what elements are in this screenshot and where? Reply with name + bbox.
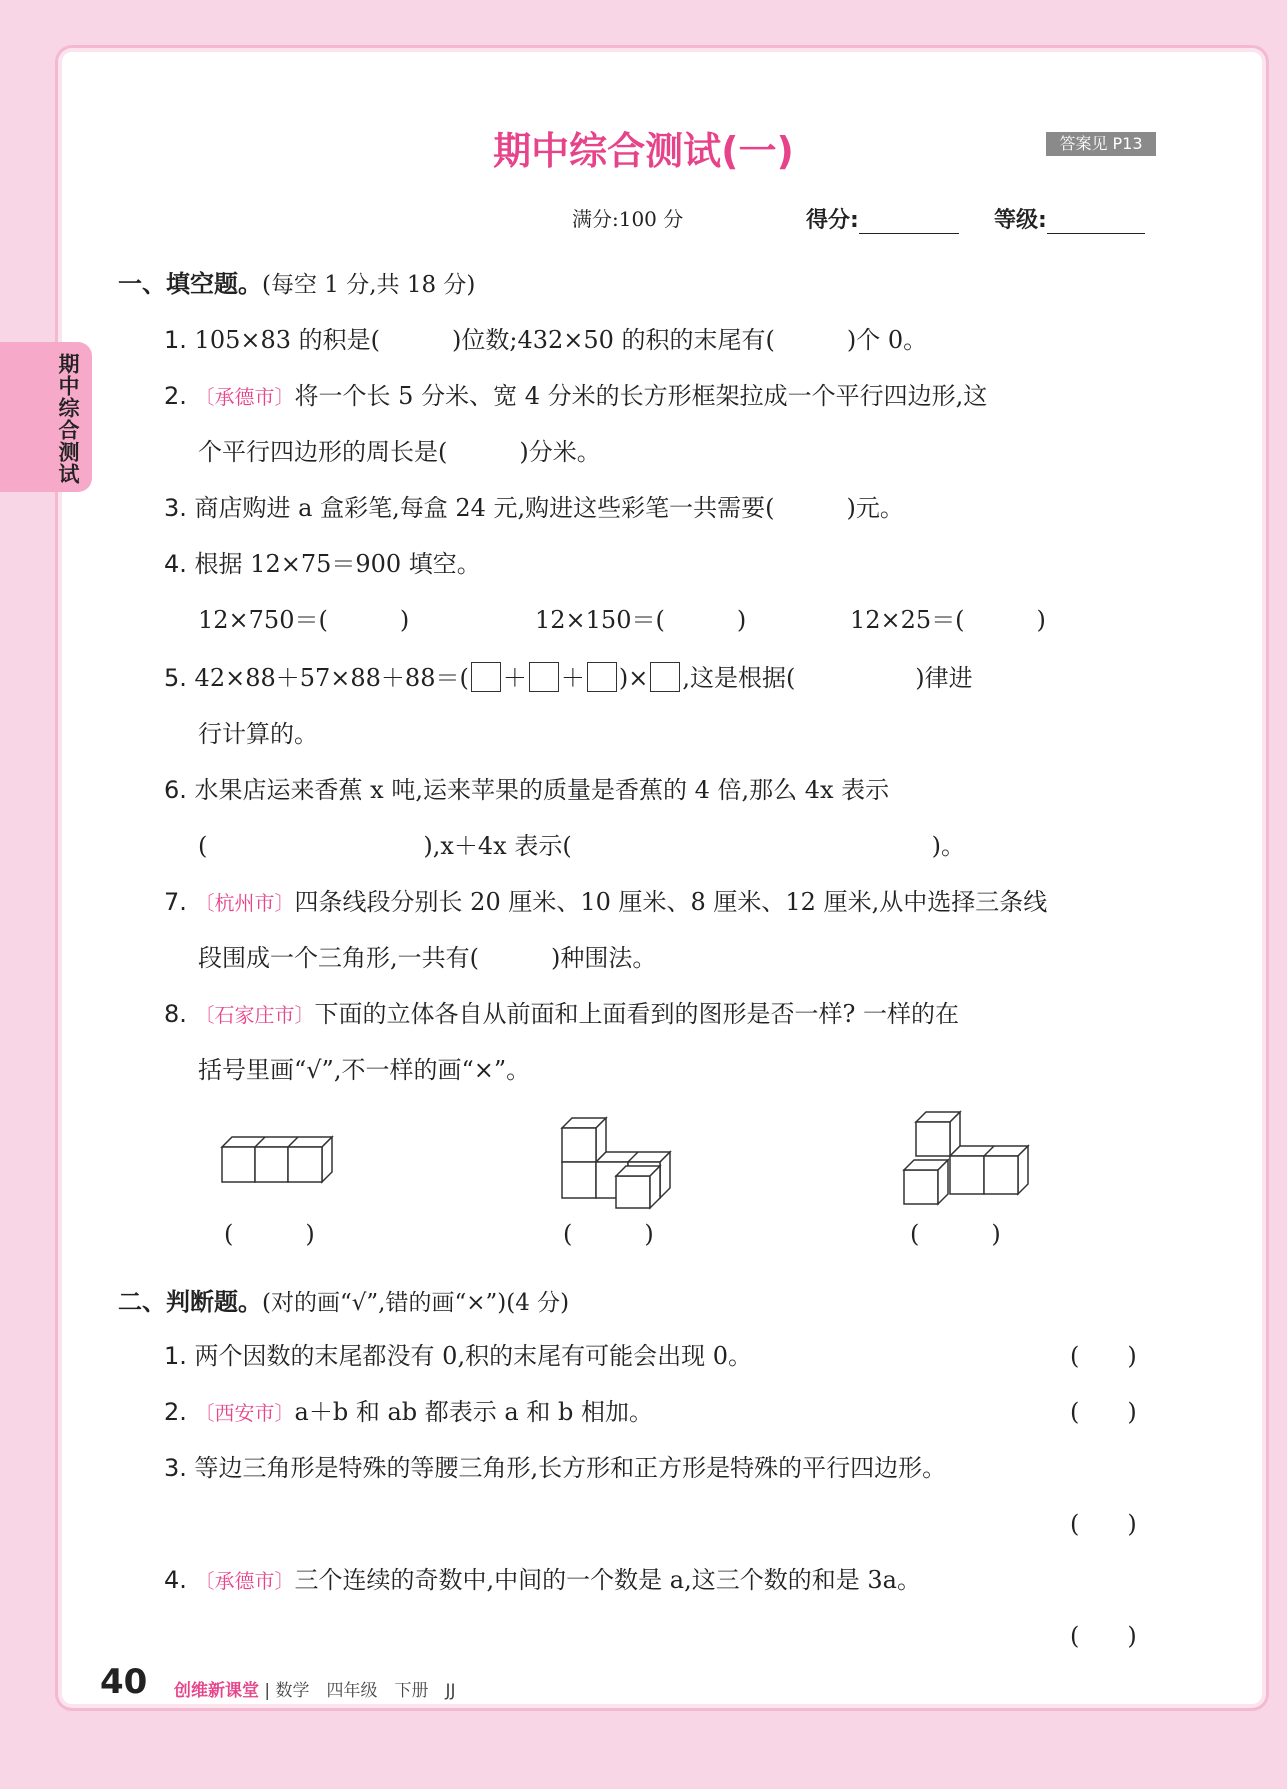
q2-3-number: 3.: [164, 1454, 187, 1482]
q1-2-number: 2.: [164, 382, 187, 410]
q1-5-number: 5.: [164, 664, 187, 692]
q1-7-number: 7.: [164, 888, 187, 916]
answer-box[interactable]: [529, 662, 559, 692]
section2-note: (对的画“√”,错的画“×”)(4 分): [262, 1290, 570, 1316]
footer-book-info: | 数学 四年级 下册 JJ: [264, 1681, 456, 1701]
q2-3-text: 等边三角形是特殊的等腰三角形,长方形和正方形是特殊的平行四边形。: [194, 1454, 947, 1482]
q2-2-city: 〔西安市〕: [194, 1401, 295, 1425]
q2-4: [164, 1560, 921, 1595]
cube-figure-l-shape: [560, 1112, 690, 1212]
q2-1-number: 1.: [164, 1342, 187, 1370]
q1-8-cont: 括号里画“√”,不一样的画“×”。: [198, 1056, 531, 1084]
score-blank[interactable]: [859, 209, 959, 234]
q2-2-answer[interactable]: ( ): [1070, 1398, 1137, 1426]
section2-heading: [118, 1282, 569, 1317]
answer-box[interactable]: [587, 662, 617, 692]
q1-1-text: 105×83 的积是( )位数;432×50 的积的末尾有( )个 0。: [194, 326, 928, 354]
section1-heading: [118, 264, 475, 299]
grade-label: 等级:: [994, 208, 1047, 233]
q1-2-city: 〔承德市〕: [194, 385, 295, 409]
grade-blank[interactable]: [1047, 209, 1145, 234]
q2-2-number: 2.: [164, 1398, 187, 1426]
page-number: 40: [100, 1662, 148, 1702]
close-times: )×: [618, 664, 649, 692]
footer-brand: 创维新课堂: [174, 1681, 259, 1701]
q1-3: [164, 488, 904, 523]
q2-3: [164, 1448, 946, 1483]
answer-box[interactable]: [471, 662, 501, 692]
q1-3-number: 3.: [164, 494, 187, 522]
q1-3-text: 商店购进 a 盒彩笔,每盒 24 元,购进这些彩笔一共需要( )元。: [194, 494, 904, 522]
q1-8-paren-2[interactable]: ( ): [563, 1220, 654, 1248]
q2-3-answer[interactable]: ( ): [1070, 1510, 1137, 1538]
q2-1: [164, 1336, 752, 1371]
q1-4-a: 12×750＝( ): [198, 606, 410, 634]
full-score: 满分:100 分: [572, 207, 684, 231]
q2-4-text: 三个连续的奇数中,中间的一个数是 a,这三个数的和是 3a。: [294, 1566, 921, 1594]
q1-1: [164, 320, 927, 355]
q1-8-paren-3[interactable]: ( ): [910, 1220, 1001, 1248]
q1-1-number: 1.: [164, 326, 187, 354]
q2-4-city: 〔承德市〕: [194, 1569, 295, 1593]
cube-figure-row: [218, 1130, 338, 1190]
q1-8-text: 下面的立体各自从前面和上面看到的图形是否一样? 一样的在: [314, 1000, 960, 1028]
score-label: 得分:: [806, 208, 859, 233]
q1-5-expression: 42×88＋57×88＋88＝(: [194, 664, 469, 692]
q1-6-number: 6.: [164, 776, 187, 804]
page-title: 期中综合测试(一): [493, 129, 794, 173]
q1-5-cont: 行计算的。: [198, 720, 318, 748]
q2-1-text: 两个因数的末尾都没有 0,积的末尾有可能会出现 0。: [194, 1342, 752, 1370]
footer-info: [174, 1676, 456, 1701]
answer-box[interactable]: [650, 662, 680, 692]
q1-8-city: 〔石家庄市〕: [194, 1003, 315, 1027]
q1-8-paren-1[interactable]: ( ): [224, 1220, 315, 1248]
section2-title: 二、判断题。: [118, 1288, 262, 1316]
side-tab-label: 期中综合测试: [56, 353, 80, 485]
plus-sign: ＋: [502, 664, 527, 692]
q1-4-text: 根据 12×75＝900 填空。: [194, 550, 481, 578]
q2-4-answer[interactable]: ( ): [1070, 1622, 1137, 1650]
plus-sign: ＋: [560, 664, 585, 692]
grade-field: [994, 203, 1145, 234]
score-field: [806, 203, 959, 234]
answer-reference-badge: 答案见 P13: [1046, 132, 1156, 156]
q1-7-city: 〔杭州市〕: [194, 891, 295, 915]
section1-note: (每空 1 分,共 18 分): [262, 272, 476, 298]
q1-2-cont: 个平行四边形的周长是( )分米。: [198, 438, 601, 466]
q2-4-number: 4.: [164, 1566, 187, 1594]
q1-4-b: 12×150＝( ): [535, 606, 747, 634]
q1-8: [164, 994, 959, 1029]
q1-4-number: 4.: [164, 550, 187, 578]
q1-8-number: 8.: [164, 1000, 187, 1028]
q1-7-cont: 段围成一个三角形,一共有( )种围法。: [198, 944, 657, 972]
q1-7-text: 四条线段分别长 20 厘米、10 厘米、8 厘米、12 厘米,从中选择三条线: [294, 888, 1048, 916]
q1-7: [164, 882, 1047, 917]
q1-5-text: ,这是根据( )律进: [682, 664, 973, 692]
q2-1-answer[interactable]: ( ): [1070, 1342, 1137, 1370]
q1-5: [164, 658, 973, 693]
section1-title: 一、填空题。: [118, 270, 262, 298]
cube-figure-t-shape: [900, 1106, 1035, 1206]
q1-4: [164, 544, 481, 579]
q1-6-cont: ( ),x＋4x 表示( )。: [198, 832, 966, 860]
q2-2-text: a＋b 和 ab 都表示 a 和 b 相加。: [294, 1398, 653, 1426]
q1-4-c: 12×25＝( ): [850, 606, 1046, 634]
q1-2: [164, 376, 987, 411]
q1-6: [164, 770, 889, 805]
q1-6-text: 水果店运来香蕉 x 吨,运来苹果的质量是香蕉的 4 倍,那么 4x 表示: [194, 776, 890, 804]
q2-2: [164, 1392, 653, 1427]
q1-2-text: 将一个长 5 分米、宽 4 分米的长方形框架拉成一个平行四边形,这: [294, 382, 988, 410]
